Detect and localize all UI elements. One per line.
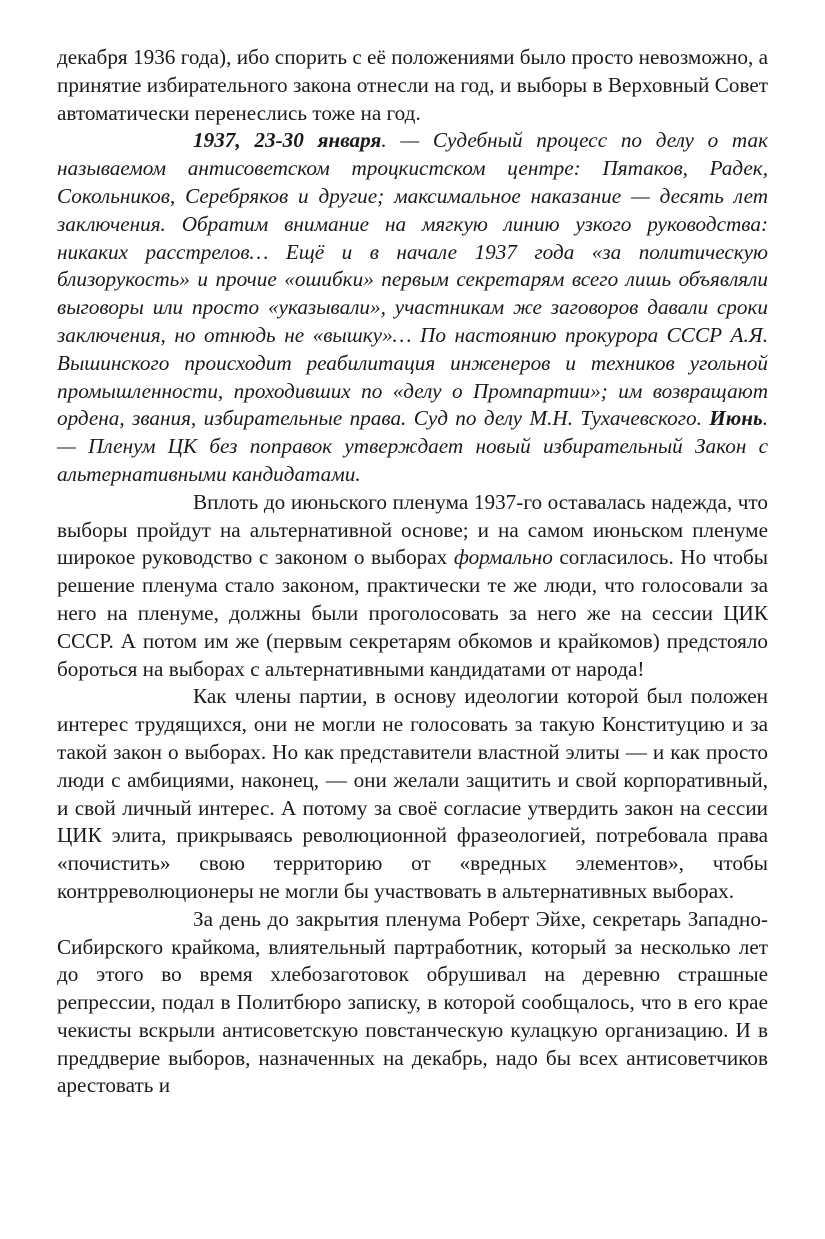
chronology-entry: [57, 127, 768, 488]
paragraph-party-members: Как члены партии, в основу идеологии которой был положен интерес трудящихся, они не могли не голосовать за такую Конституцию и за такой закон о выборах. Но как представители властной элиты — и как просто люди с амбициями, наконец, — они желали защитить и свой корпоративный, и свой личный интерес. А потому за своё согласие утвердить закон на сессии ЦИК элита, прикрываясь революционной фразеологией, потребовала права «почистить» свою территорию от «вредных элементов», чтобы контрреволюционеры не могли бы участвовать в альтернативных выборах.: [57, 684, 768, 903]
chronology-date-january: 1937, 23-30 января: [193, 128, 382, 153]
paragraph-june-plenum-part-b: согласилось. Но чтобы решение пленума стало законом, практически те же люди, что голосовали за него на пленуме, должны были проголосовать за него же на сессии ЦИК СССР. А потом им же (первым секретарям обкомов и крайкомов) предстояло бороться на выборах с альтернативными кандидатами от народа!: [57, 545, 768, 681]
paragraph-continuation: декабря 1936 года), ибо спорить с её положениями было просто невозможно, а принятие избирательного закона отнесли на год, и выборы в Верховный Совет автоматически перенеслись тоже на год.: [57, 45, 768, 125]
chronology-text-january: . — Судебный процесс по делу о так называемом антисоветском троцкистском центре: Пятаков, Радек, Сокольников, Серебряков и другие; максимальное наказание — десять лет заключения. Обратим внимание на мягкую линию узкого руководства: никаких расстрелов… Ещё и в начале 1937 года «за политическую близорукость» и прочие «ошибки» первым секретарям всего лишь объявляли выговоры или просто «указывали», участникам же заговоров давали сроки заключения, но отнюдь не «вышку»… По настоянию прокурора СССР А.Я. Вышинского происходит реабилитация инженеров и техников угольной промышленности, проходивших по «делу о Промпартии»; им возвращают ордена, звания, избирательные права. Суд по делу М.Н. Тухачевского.: [57, 128, 768, 431]
paragraph-june-plenum: [57, 489, 768, 684]
paragraph-june-plenum-part-a: Вплоть до июньского пленума 1937-го оставалась надежда, что выборы пройдут на альтернативной основе; и на самом июньском пленуме широкое руководство с законом о выборах: [57, 489, 768, 570]
chronology-date-june: Июнь: [709, 406, 763, 431]
paragraph-june-plenum-italic: формально: [453, 545, 553, 570]
document-page: [57, 44, 768, 1100]
chronology-text-june: . — Пленум ЦК без поправок утверждает новый избирательный Закон с альтернативными кандидатами.: [57, 406, 768, 486]
paragraph-eikhe: За день до закрытия пленума Роберт Эйхе, секретарь Западно-Сибирского крайкома, влиятельный партработник, который за несколько лет до этого во время хлебозаготовок обрушивал на деревню страшные репрессии, подал в Политбюро записку, в которой сообщалось, что в его крае чекисты вскрыли антисоветскую повстанческую кулацкую организацию. И в преддверие выборов, назначенных на декабрь, надо бы всех антисоветчиков арестовать и: [57, 906, 768, 1098]
